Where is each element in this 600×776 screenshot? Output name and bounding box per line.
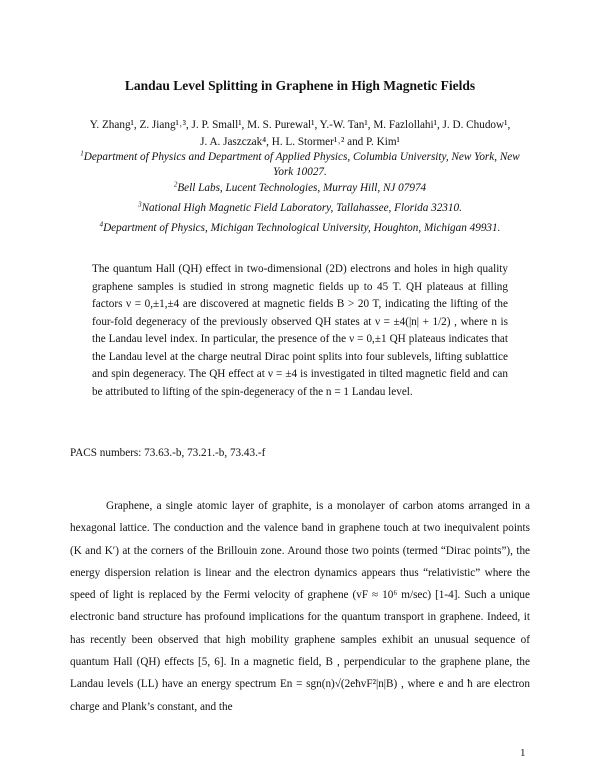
authors-line-2: J. A. Jaszczak⁴, H. L. Stormer¹˒² and P. Kim¹ [200, 136, 400, 148]
abstract: The quantum Hall (QH) effect in two-dimensional (2D) electrons and holes in high quality graphene samples is studied in strong magnetic fields up to 45 T. QH plateaus at filling factors ν = 0,±1,±4 are discovered at magnetic fields B > 20 T, indicating the lifting of the four-fold degeneracy of the previously observed QH states at ν = ±4(|n| + 1/2) , where n is the Landau level index. In particular, the presence of the ν = 0,±1 QH plateaus indicates that the Landau level at the charge neutral Dirac point splits into four sublevels, lifting sublattice and spin degeneracy. The QH effect at ν = ±4 is investigated in tilted magnetic field and can be attributed to lifting of the spin-degeneracy of the n = 1 Landau level. [92, 263, 508, 398]
pacs-numbers: PACS numbers: 73.63.-b, 73.21.-b, 73.43.-f [70, 447, 266, 459]
affiliation-1-text: Department of Physics and Department of Applied Physics, Columbia University, New York, New York 10027. [83, 151, 520, 178]
affiliation-3-mark: 3 [138, 200, 142, 209]
author-list [70, 117, 530, 151]
affiliation-1-mark: 1 [80, 149, 84, 158]
affiliation-3-text: National High Magnetic Field Laboratory, Tallahassee, Florida 32310. [141, 202, 462, 214]
affiliation-4 [70, 221, 530, 236]
affiliation-4-mark: 4 [99, 220, 104, 229]
body-text [70, 495, 530, 718]
paper-title: Landau Level Splitting in Graphene in High Magnetic Fields [124, 78, 476, 93]
affiliation-1 [70, 150, 530, 180]
affiliation-2-mark: 2 [173, 180, 178, 189]
page-number: 1 [520, 747, 526, 759]
affiliation-4-text: Department of Physics, Michigan Technological University, Houghton, Michigan 49931. [103, 222, 501, 234]
affiliation-3 [70, 201, 530, 216]
authors-line-1: Y. Zhang¹, Z. Jiang¹˒³, J. P. Small¹, M. S. Purewal¹, Y.-W. Tan¹, M. Fazlollahi¹, J. D. Chudow¹, [89, 119, 511, 131]
body-paragraph: Graphene, a single atomic layer of graphite, is a monolayer of carbon atoms arranged in a hexagonal lattice. The conduction and the valence band in graphene touch at two inequivalent points (K and K′) at the corners of the Brillouin zone. Around those two points (termed “Dirac points”), the energy dispersion relation is linear and the electron dynamics appears thus “relativistic” where the speed of light is replaced by the Fermi velocity of graphene (vF ≈ 10⁶ m/sec) [1-4]. Such a unique electronic band structure has profound implications for the quantum transport in graphene. Indeed, it has recently been observed that high mobility graphene samples exhibit an unusual sequence of quantum Hall (QH) effects [5, 6]. In a magnetic field, B , perpendicular to the graphene plane, the Landau levels (LL) have an energy spectrum En = sgn(n)√(2eħvF²|n|B) , where e and ħ are electron charge and Plank’s constant, and the [70, 500, 530, 713]
affiliation-2 [70, 181, 530, 196]
affiliation-2-text: Bell Labs, Lucent Technologies, Murray Hill, NJ 07974 [177, 182, 427, 194]
